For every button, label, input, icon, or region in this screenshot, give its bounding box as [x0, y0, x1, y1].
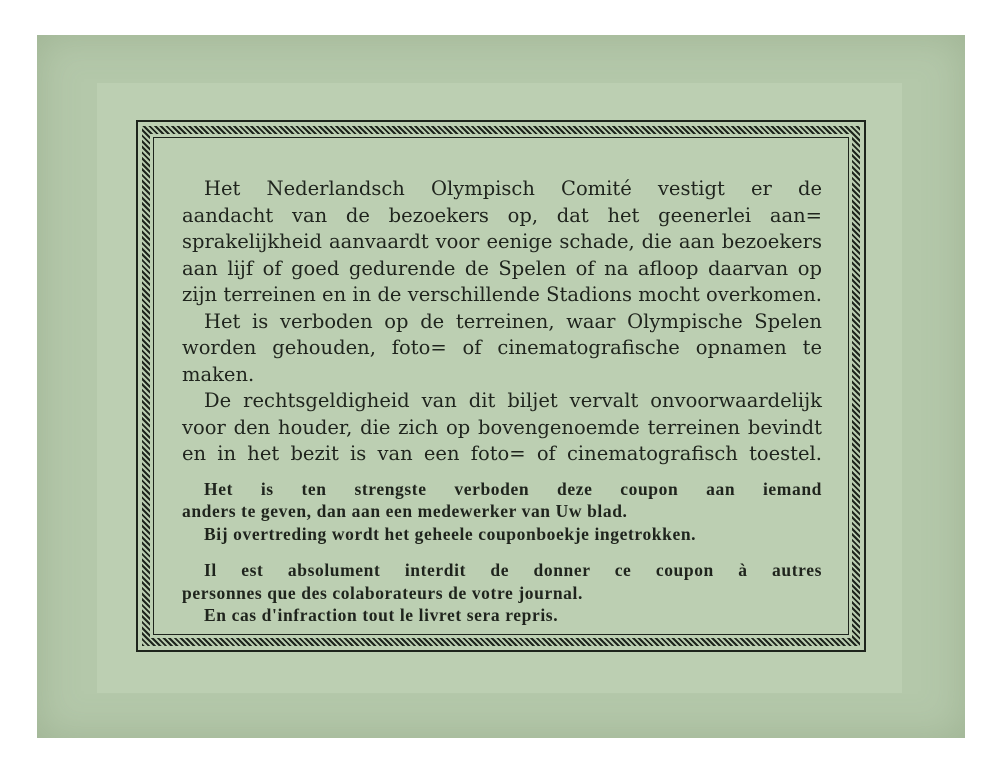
- text-line: aan lijf of goed gedurende de Spelen of na afloop daarvan op: [182, 256, 822, 280]
- text-line: worden gehouden, foto= of cinematografische opnamen te: [182, 336, 822, 359]
- dutch-coupon-warning: [182, 478, 822, 546]
- text-line: en in het bezit is van een foto= of cinematografisch toestel.: [182, 442, 822, 465]
- notice-text: [182, 176, 822, 627]
- text-line: anders te geven, dan aan een medewerker van Uw blad.: [182, 501, 628, 521]
- text-line: personnes que des colaborateurs de votre journal.: [182, 582, 583, 603]
- notice-paragraph-3: [182, 388, 822, 468]
- text-line: Het is verboden op de terreinen, waar Olympische Spelen: [204, 309, 822, 333]
- text-line: Bij overtreding wordt het geheele couponboekje ingetrokken.: [204, 523, 697, 544]
- text-line: Il est absolument interdit de donner ce coupon à autres: [204, 560, 822, 580]
- decorative-border: [136, 120, 866, 652]
- text-line: De rechtsgeldigheid van dit biljet vervalt onvoorwaardelijk: [204, 389, 822, 412]
- ticket-back: [37, 35, 965, 738]
- text-line: sprakelijkheid aanvaardt voor eenige schade, die aan bezoekers: [182, 230, 822, 253]
- text-line: voor den houder, die zich op bovengenoemde terreinen bevindt: [182, 415, 822, 439]
- text-line: maken.: [182, 362, 255, 386]
- perforated-edge: [963, 35, 971, 738]
- notice-paragraph-1: [182, 176, 822, 309]
- text-line: Het is ten strengste verboden deze coupon aan iemand: [204, 478, 822, 499]
- text-line: zijn terreinen en in de verschillende Stadions mocht overkomen.: [182, 283, 822, 306]
- border-pattern: [142, 126, 860, 646]
- french-coupon-warning: [182, 559, 822, 627]
- text-line: aandacht van de bezoekers op, dat het geenerlei aan=: [182, 203, 822, 227]
- text-line: Het Nederlandsch Olympisch Comité vestigt er de: [204, 177, 822, 200]
- text-line: En cas d'infraction tout le livret sera repris.: [204, 605, 559, 625]
- text-panel: [153, 137, 849, 635]
- notice-paragraph-2: [182, 309, 822, 389]
